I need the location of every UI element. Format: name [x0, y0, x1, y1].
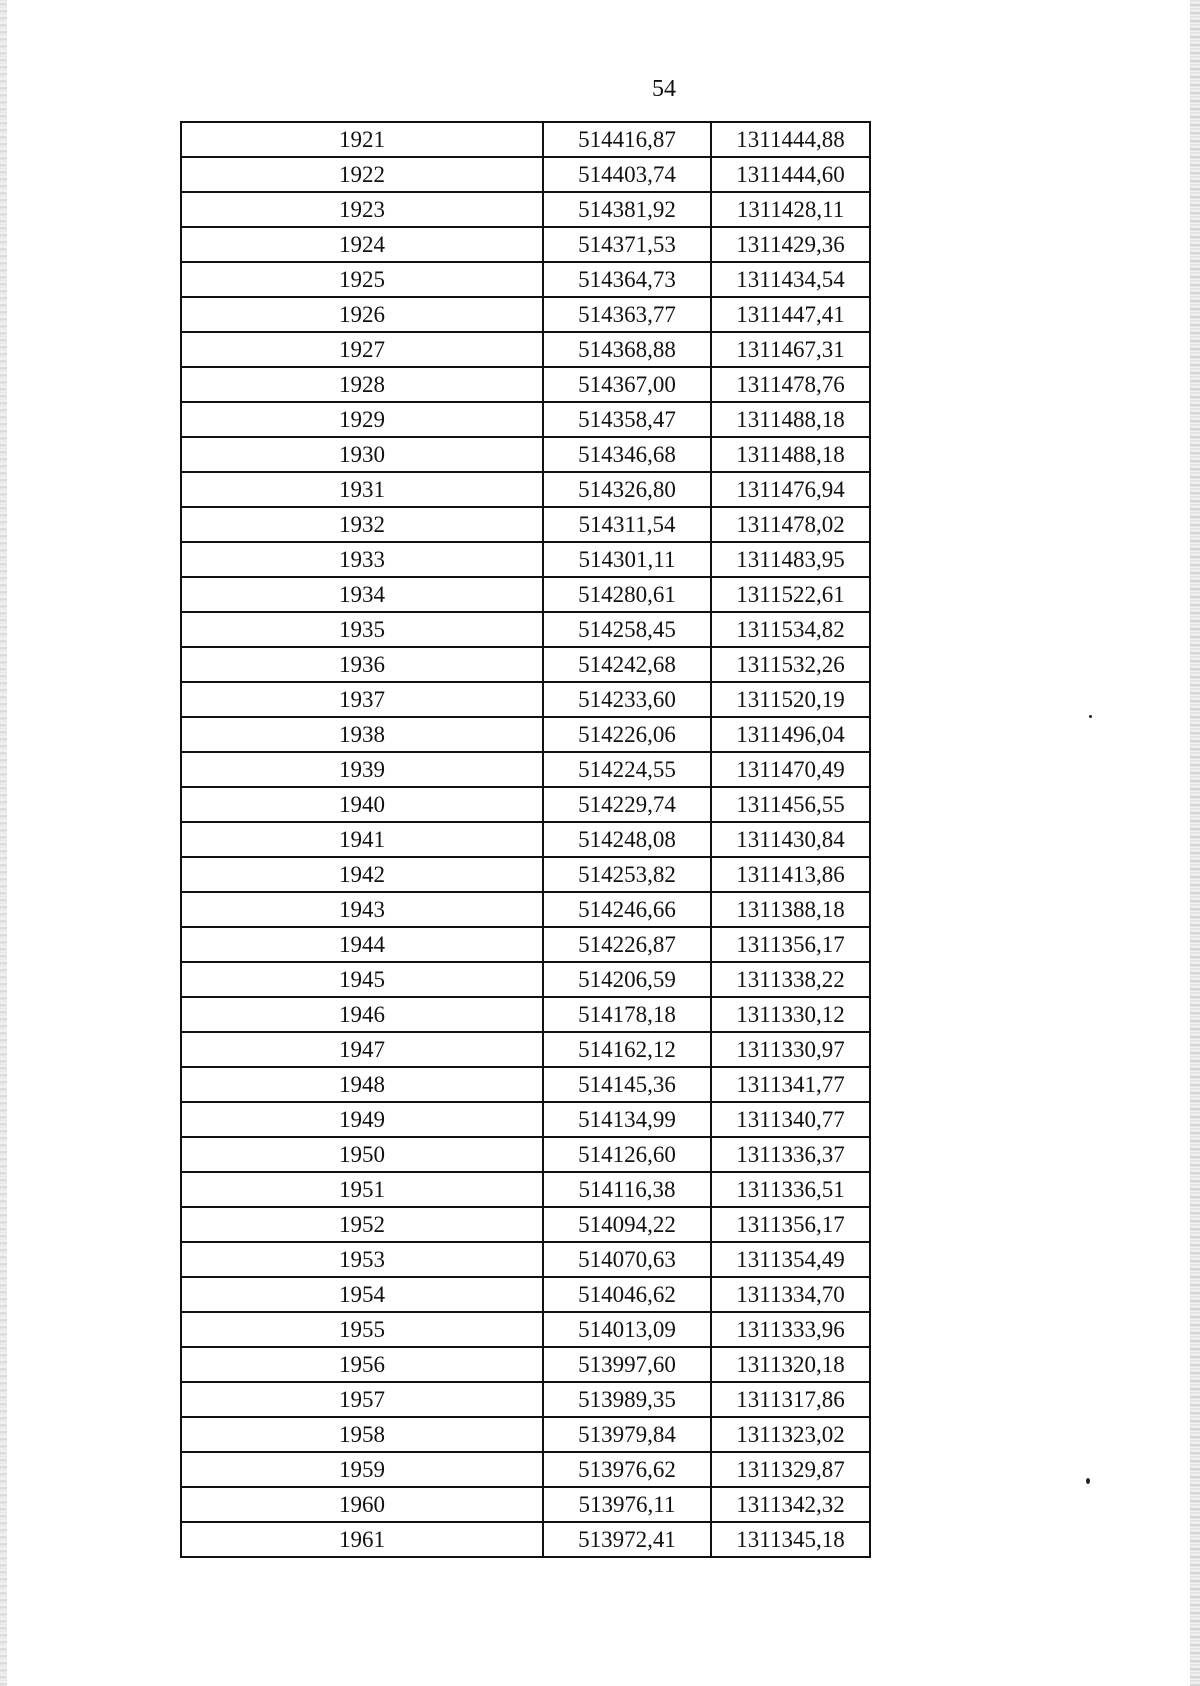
scan-speck [1089, 715, 1092, 718]
table-row [181, 1487, 870, 1522]
y-coordinate-cell: 1311430,84 [711, 822, 870, 857]
x-coordinate-cell: 514253,82 [543, 857, 711, 892]
coordinates-table [180, 121, 871, 1558]
table-row [181, 962, 870, 997]
table-row [181, 577, 870, 612]
x-coordinate-cell: 514242,68 [543, 647, 711, 682]
x-coordinate-cell: 514280,61 [543, 577, 711, 612]
y-coordinate-cell: 1311428,11 [711, 192, 870, 227]
year-cell: 1937 [181, 682, 543, 717]
table-row [181, 262, 870, 297]
year-cell: 1924 [181, 227, 543, 262]
x-coordinate-cell: 514367,00 [543, 367, 711, 402]
x-coordinate-cell: 514371,53 [543, 227, 711, 262]
table-row [181, 1347, 870, 1382]
table-row [181, 752, 870, 787]
y-coordinate-cell: 1311467,31 [711, 332, 870, 367]
x-coordinate-cell: 514326,80 [543, 472, 711, 507]
table-row [181, 332, 870, 367]
year-cell: 1946 [181, 997, 543, 1032]
table-row [181, 717, 870, 752]
x-coordinate-cell: 514226,06 [543, 717, 711, 752]
x-coordinate-cell: 514233,60 [543, 682, 711, 717]
x-coordinate-cell: 514178,18 [543, 997, 711, 1032]
y-coordinate-cell: 1311476,94 [711, 472, 870, 507]
x-coordinate-cell: 514416,87 [543, 122, 711, 157]
table-row [181, 612, 870, 647]
x-coordinate-cell: 514206,59 [543, 962, 711, 997]
y-coordinate-cell: 1311323,02 [711, 1417, 870, 1452]
y-coordinate-cell: 1311520,19 [711, 682, 870, 717]
table-row [181, 1277, 870, 1312]
year-cell: 1932 [181, 507, 543, 542]
year-cell: 1957 [181, 1382, 543, 1417]
year-cell: 1943 [181, 892, 543, 927]
x-coordinate-cell: 514246,66 [543, 892, 711, 927]
y-coordinate-cell: 1311341,77 [711, 1067, 870, 1102]
year-cell: 1948 [181, 1067, 543, 1102]
x-coordinate-cell: 514248,08 [543, 822, 711, 857]
table-row [181, 857, 870, 892]
year-cell: 1960 [181, 1487, 543, 1522]
year-cell: 1941 [181, 822, 543, 857]
y-coordinate-cell: 1311338,22 [711, 962, 870, 997]
y-coordinate-cell: 1311534,82 [711, 612, 870, 647]
y-coordinate-cell: 1311522,61 [711, 577, 870, 612]
scan-edge-right [1190, 0, 1200, 1686]
table-row [181, 437, 870, 472]
year-cell: 1926 [181, 297, 543, 332]
x-coordinate-cell: 514364,73 [543, 262, 711, 297]
y-coordinate-cell: 1311334,70 [711, 1277, 870, 1312]
x-coordinate-cell: 514403,74 [543, 157, 711, 192]
year-cell: 1923 [181, 192, 543, 227]
y-coordinate-cell: 1311496,04 [711, 717, 870, 752]
y-coordinate-cell: 1311340,77 [711, 1102, 870, 1137]
y-coordinate-cell: 1311345,18 [711, 1522, 870, 1557]
x-coordinate-cell: 514258,45 [543, 612, 711, 647]
x-coordinate-cell: 514162,12 [543, 1032, 711, 1067]
y-coordinate-cell: 1311532,26 [711, 647, 870, 682]
table-row [181, 822, 870, 857]
table-row [181, 682, 870, 717]
x-coordinate-cell: 514126,60 [543, 1137, 711, 1172]
table-row [181, 122, 870, 157]
year-cell: 1929 [181, 402, 543, 437]
year-cell: 1925 [181, 262, 543, 297]
x-coordinate-cell: 514224,55 [543, 752, 711, 787]
y-coordinate-cell: 1311330,12 [711, 997, 870, 1032]
year-cell: 1922 [181, 157, 543, 192]
x-coordinate-cell: 514368,88 [543, 332, 711, 367]
y-coordinate-cell: 1311354,49 [711, 1242, 870, 1277]
table-row [181, 542, 870, 577]
table-row [181, 1207, 870, 1242]
year-cell: 1921 [181, 122, 543, 157]
x-coordinate-cell: 514094,22 [543, 1207, 711, 1242]
x-coordinate-cell: 514134,99 [543, 1102, 711, 1137]
year-cell: 1942 [181, 857, 543, 892]
year-cell: 1940 [181, 787, 543, 822]
table-row [181, 892, 870, 927]
table-row [181, 647, 870, 682]
year-cell: 1928 [181, 367, 543, 402]
y-coordinate-cell: 1311356,17 [711, 1207, 870, 1242]
x-coordinate-cell: 513997,60 [543, 1347, 711, 1382]
year-cell: 1945 [181, 962, 543, 997]
table-row [181, 997, 870, 1032]
year-cell: 1956 [181, 1347, 543, 1382]
year-cell: 1935 [181, 612, 543, 647]
x-coordinate-cell: 513989,35 [543, 1382, 711, 1417]
table-row [181, 1032, 870, 1067]
y-coordinate-cell: 1311488,18 [711, 402, 870, 437]
y-coordinate-cell: 1311434,54 [711, 262, 870, 297]
year-cell: 1954 [181, 1277, 543, 1312]
x-coordinate-cell: 514070,63 [543, 1242, 711, 1277]
x-coordinate-cell: 514301,11 [543, 542, 711, 577]
table-row [181, 1522, 870, 1557]
year-cell: 1950 [181, 1137, 543, 1172]
year-cell: 1930 [181, 437, 543, 472]
y-coordinate-cell: 1311456,55 [711, 787, 870, 822]
table-row [181, 1067, 870, 1102]
table-row [181, 157, 870, 192]
x-coordinate-cell: 513976,11 [543, 1487, 711, 1522]
year-cell: 1933 [181, 542, 543, 577]
table-row [181, 472, 870, 507]
year-cell: 1953 [181, 1242, 543, 1277]
table-row [181, 507, 870, 542]
table-row [181, 367, 870, 402]
table-row [181, 787, 870, 822]
table-row [181, 1452, 870, 1487]
year-cell: 1958 [181, 1417, 543, 1452]
x-coordinate-cell: 513976,62 [543, 1452, 711, 1487]
y-coordinate-cell: 1311488,18 [711, 437, 870, 472]
table-row [181, 1382, 870, 1417]
y-coordinate-cell: 1311388,18 [711, 892, 870, 927]
y-coordinate-cell: 1311470,49 [711, 752, 870, 787]
year-cell: 1931 [181, 472, 543, 507]
year-cell: 1934 [181, 577, 543, 612]
table-body [181, 122, 870, 1557]
table-row [181, 297, 870, 332]
y-coordinate-cell: 1311330,97 [711, 1032, 870, 1067]
table-row [181, 192, 870, 227]
x-coordinate-cell: 514346,68 [543, 437, 711, 472]
y-coordinate-cell: 1311333,96 [711, 1312, 870, 1347]
y-coordinate-cell: 1311444,88 [711, 122, 870, 157]
x-coordinate-cell: 514116,38 [543, 1172, 711, 1207]
table-row [181, 1137, 870, 1172]
x-coordinate-cell: 514229,74 [543, 787, 711, 822]
y-coordinate-cell: 1311413,86 [711, 857, 870, 892]
table-row [181, 1417, 870, 1452]
year-cell: 1927 [181, 332, 543, 367]
y-coordinate-cell: 1311483,95 [711, 542, 870, 577]
y-coordinate-cell: 1311317,86 [711, 1382, 870, 1417]
table-row [181, 1102, 870, 1137]
y-coordinate-cell: 1311336,51 [711, 1172, 870, 1207]
scan-speck [1086, 1478, 1090, 1484]
x-coordinate-cell: 514046,62 [543, 1277, 711, 1312]
x-coordinate-cell: 514311,54 [543, 507, 711, 542]
y-coordinate-cell: 1311342,32 [711, 1487, 870, 1522]
year-cell: 1949 [181, 1102, 543, 1137]
x-coordinate-cell: 514363,77 [543, 297, 711, 332]
year-cell: 1952 [181, 1207, 543, 1242]
x-coordinate-cell: 514358,47 [543, 402, 711, 437]
table-row [181, 1312, 870, 1347]
x-coordinate-cell: 514381,92 [543, 192, 711, 227]
year-cell: 1947 [181, 1032, 543, 1067]
y-coordinate-cell: 1311329,87 [711, 1452, 870, 1487]
y-coordinate-cell: 1311429,36 [711, 227, 870, 262]
scan-edge-left [0, 0, 7, 1686]
y-coordinate-cell: 1311336,37 [711, 1137, 870, 1172]
year-cell: 1938 [181, 717, 543, 752]
y-coordinate-cell: 1311478,02 [711, 507, 870, 542]
y-coordinate-cell: 1311356,17 [711, 927, 870, 962]
x-coordinate-cell: 513972,41 [543, 1522, 711, 1557]
table-row [181, 402, 870, 437]
y-coordinate-cell: 1311444,60 [711, 157, 870, 192]
x-coordinate-cell: 513979,84 [543, 1417, 711, 1452]
table-row [181, 1172, 870, 1207]
year-cell: 1939 [181, 752, 543, 787]
y-coordinate-cell: 1311478,76 [711, 367, 870, 402]
y-coordinate-cell: 1311320,18 [711, 1347, 870, 1382]
x-coordinate-cell: 514226,87 [543, 927, 711, 962]
year-cell: 1955 [181, 1312, 543, 1347]
table-row [181, 1242, 870, 1277]
x-coordinate-cell: 514145,36 [543, 1067, 711, 1102]
table-row [181, 227, 870, 262]
y-coordinate-cell: 1311447,41 [711, 297, 870, 332]
year-cell: 1944 [181, 927, 543, 962]
table-row [181, 927, 870, 962]
year-cell: 1961 [181, 1522, 543, 1557]
page-number: 54 [652, 76, 676, 102]
year-cell: 1951 [181, 1172, 543, 1207]
year-cell: 1959 [181, 1452, 543, 1487]
year-cell: 1936 [181, 647, 543, 682]
x-coordinate-cell: 514013,09 [543, 1312, 711, 1347]
